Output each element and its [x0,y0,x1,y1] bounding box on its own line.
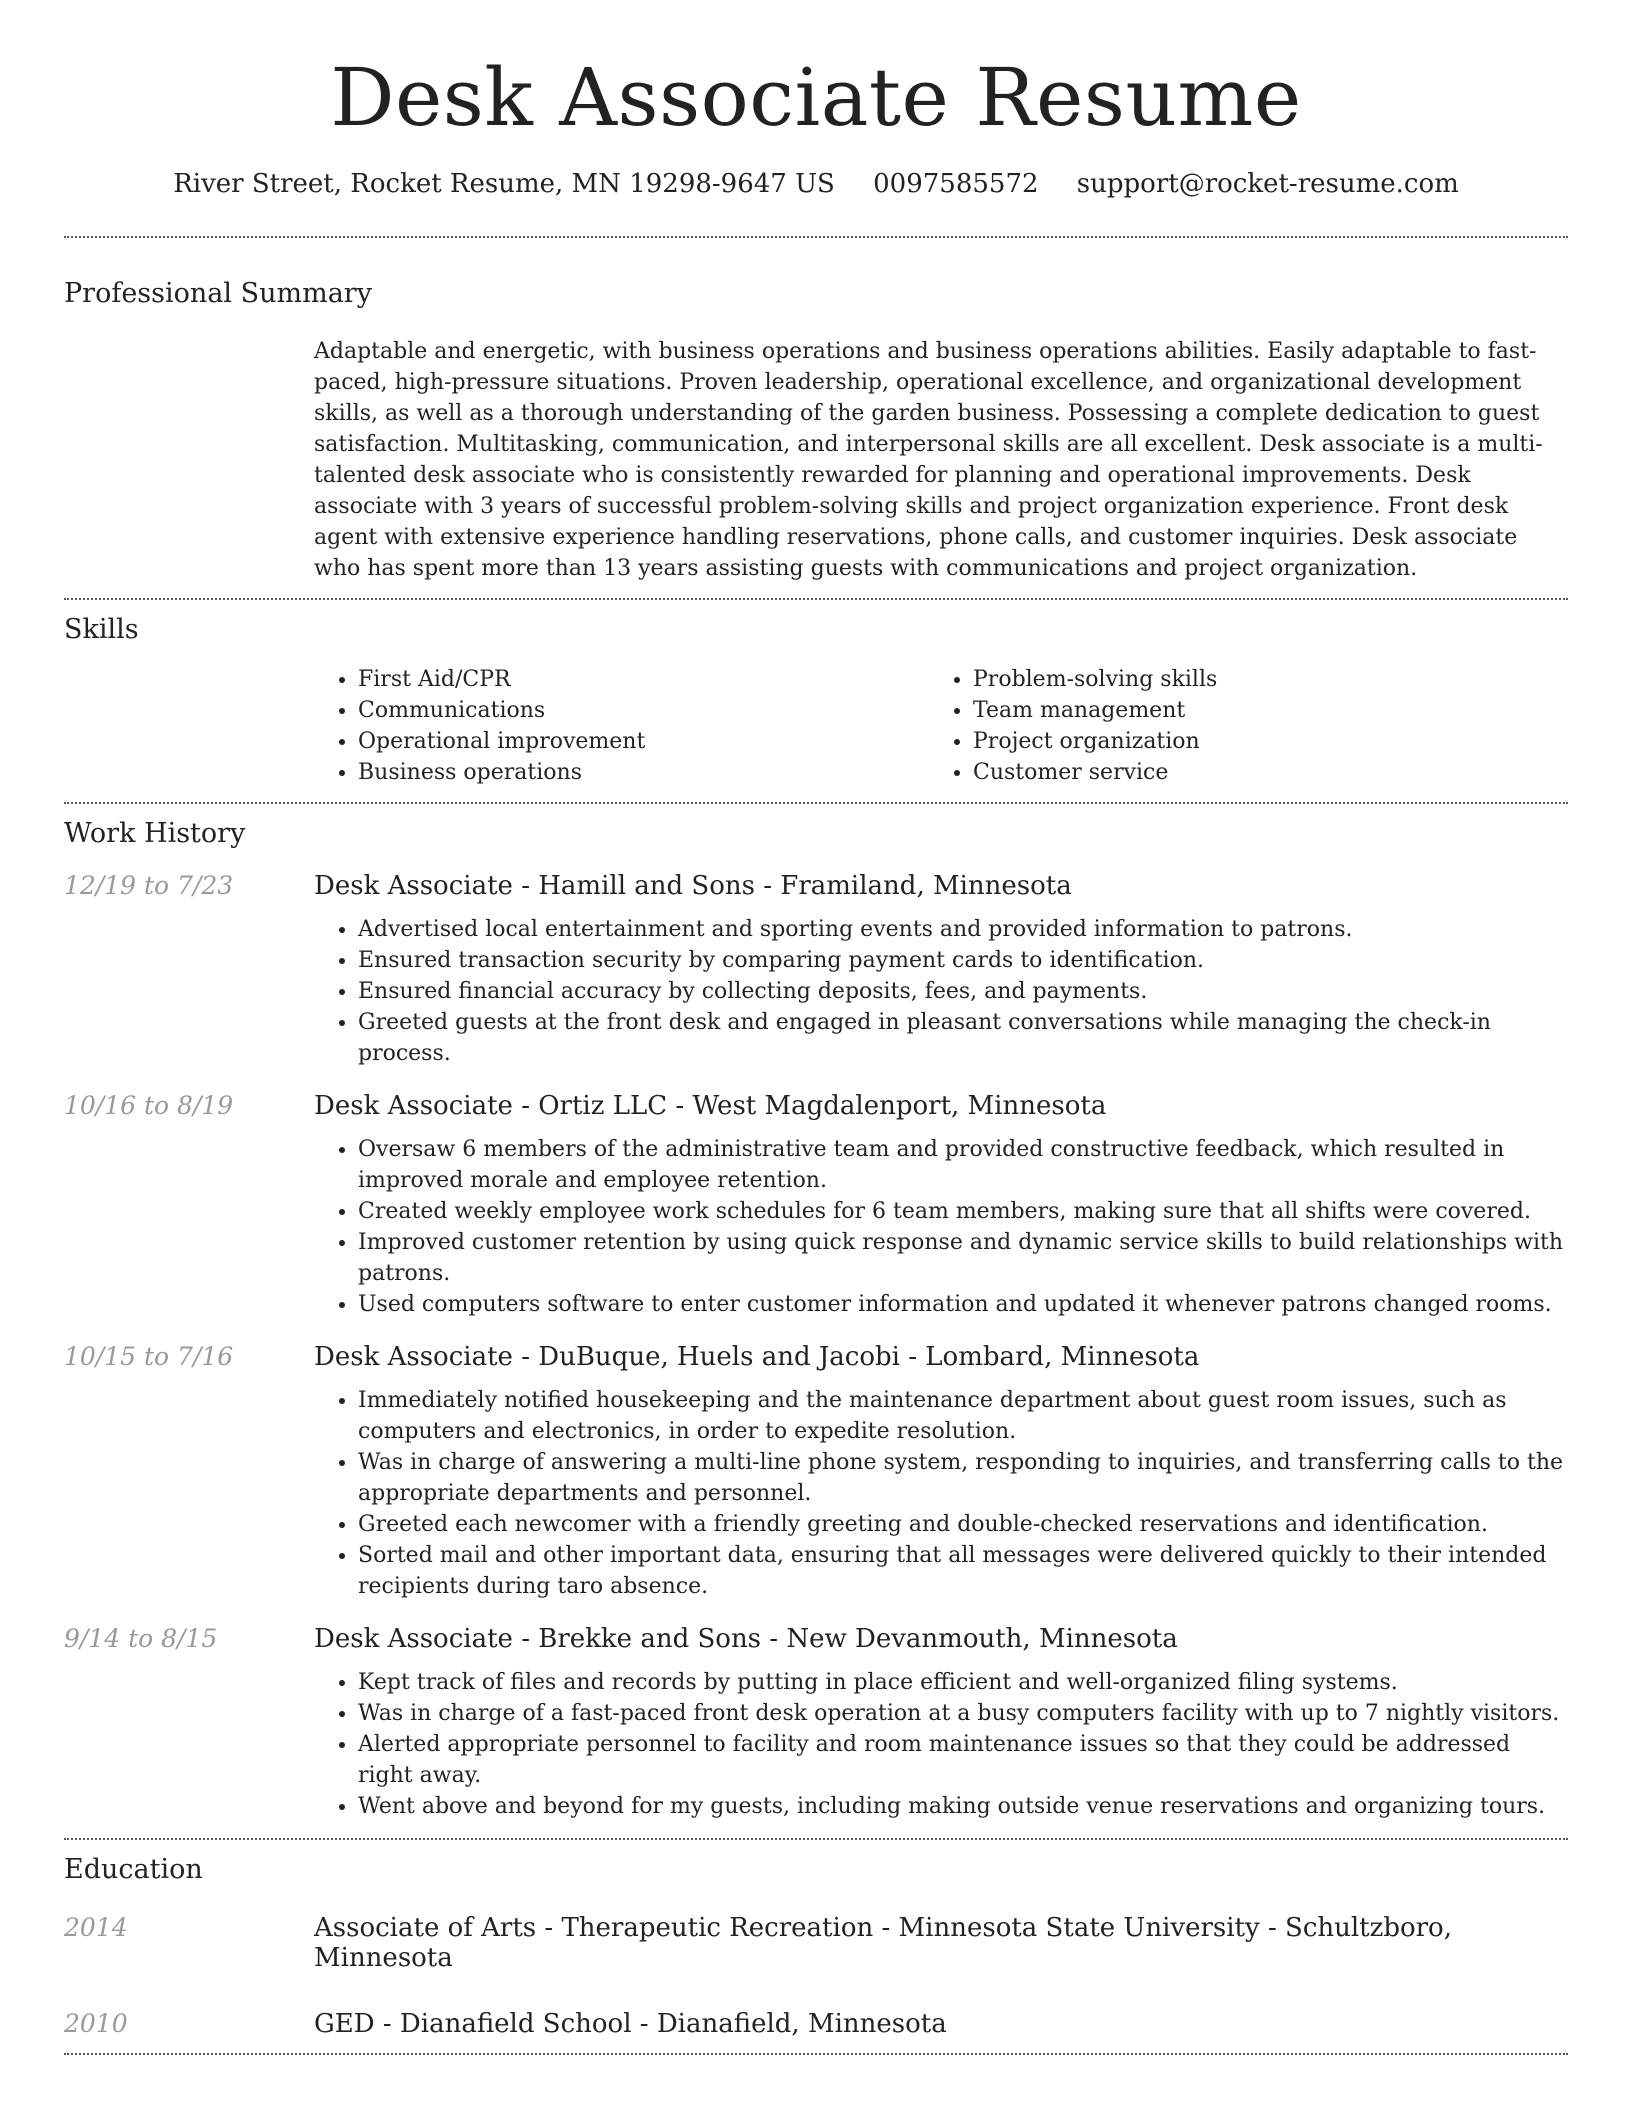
skill-item: • Team management [973,695,1544,726]
professional-summary-section [64,238,1568,598]
job-entry [64,1091,1568,1320]
education-year: 2010 [64,2008,128,2038]
education-detail: Associate of Arts - Therapeutic Recreation - Minnesota State University - Schultzboro, Minnesota [314,1912,1452,1973]
job-entry [64,871,1568,1069]
job-dates: 10/15 to 7/16 [64,1341,234,1371]
contact-phone: 0097585572 [873,169,1039,199]
section-heading-work: Work History [64,817,246,849]
skill-item: • Customer service [973,757,1544,788]
education-detail: GED - Dianafield School - Dianafield, Minnesota [314,2008,947,2039]
skills-column-left [314,664,929,788]
job-dates: 9/14 to 8/15 [64,1623,218,1653]
job-title: Desk Associate - Hamill and Sons - Framiland, Minnesota [314,870,1072,901]
job-bullet: • Ensured transaction security by comparing payment cards to identification. [358,945,1568,976]
job-bullets [314,1134,1568,1320]
job-bullet: • Was in charge of a fast-paced front desk operation at a busy computers facility with up to 7 nightly visitors. [358,1698,1568,1729]
job-entry [64,1624,1568,1822]
job-bullet: • Went above and beyond for my guests, including making outside venue reservations and organizing tours. [358,1791,1568,1822]
job-bullet: • Advertised local entertainment and sporting events and provided information to patrons. [358,914,1568,945]
contact-email: support@rocket-resume.com [1076,169,1459,199]
job-title: Desk Associate - DuBuque, Huels and Jacobi - Lombard, Minnesota [314,1341,1200,1372]
skill-item: • Operational improvement [358,726,929,757]
section-divider [64,2053,1568,2055]
contact-address: River Street, Rocket Resume, MN 19298-9647 US [173,169,835,199]
job-bullet: • Created weekly employee work schedules for 6 team members, making sure that all shifts were covered. [358,1196,1568,1227]
job-bullet: • Oversaw 6 members of the administrative team and provided constructive feedback, which resulted in improved morale and employee retention. [358,1134,1568,1196]
job-bullets [314,1667,1568,1822]
skills-grid [314,664,1568,788]
job-bullet: • Kept track of files and records by putting in place efficient and well-organized filing systems. [358,1667,1568,1698]
section-heading-education: Education [64,1853,203,1885]
skill-item: • Problem-solving skills [973,664,1544,695]
education-entry [64,2009,1568,2039]
skills-column-right [929,664,1544,788]
job-entry [64,1342,1568,1602]
job-bullet: • Used computers software to enter customer information and updated it whenever patrons changed rooms. [358,1289,1568,1320]
education-section [64,1840,1568,2053]
job-bullet: • Greeted each newcomer with a friendly greeting and double-checked reservations and identification. [358,1509,1568,1540]
job-bullet: • Alerted appropriate personnel to facility and room maintenance issues so that they could be addressed right away. [358,1729,1568,1791]
job-bullet: • Greeted guests at the front desk and engaged in pleasant conversations while managing the check-in process. [358,1007,1568,1069]
job-bullet: • Improved customer retention by using quick response and dynamic service skills to build relationships with patrons. [358,1227,1568,1289]
education-entry [64,1913,1568,1973]
job-bullets [314,914,1568,1069]
skill-item: • Project organization [973,726,1544,757]
education-year: 2014 [64,1912,128,1942]
contact-info [64,166,1568,202]
job-bullet: • Immediately notified housekeeping and the maintenance department about guest room issues, such as computers and electronics, in order to expedite resolution. [358,1385,1568,1447]
skill-item: • First Aid/CPR [358,664,929,695]
job-title: Desk Associate - Brekke and Sons - New Devanmouth, Minnesota [314,1623,1178,1654]
section-heading-summary: Professional Summary [64,278,372,310]
skill-item: • Communications [358,695,929,726]
skills-section [64,600,1568,801]
job-bullet: • Sorted mail and other important data, ensuring that all messages were delivered quickly to their intended recipients during taro absence. [358,1540,1568,1602]
section-heading-skills: Skills [64,614,139,646]
summary-text: Adaptable and energetic, with business operations and business operations abilities. Easily adaptable to fast-paced, high-pressure situations. Proven leadership, operational excellence, and organizational development skills, as well as a thorough understanding of the garden business. Possessing a complete dedication to guest satisfaction. Multitasking, communication, and interpersonal skills are all excellent. Desk associate is a multi-talented desk associate who is consistently rewarded for planning and operational improvements. Desk associate with 3 years of successful problem-solving skills and project organization experience. Front desk agent with extensive experience handling reservations, phone calls, and customer inquiries. Desk associate who has spent more than 13 years assisting guests with communications and project organization. [314,339,1543,582]
job-bullets [314,1385,1568,1602]
job-bullet: • Was in charge of answering a multi-line phone system, responding to inquiries, and transferring calls to the appropriate departments and personnel. [358,1447,1568,1509]
job-bullet: • Ensured financial accuracy by collecting deposits, fees, and payments. [358,976,1568,1007]
work-history-section [64,804,1568,1838]
resume-title: Desk Associate Resume [330,51,1302,144]
job-title: Desk Associate - Ortiz LLC - West Magdalenport, Minnesota [314,1090,1107,1121]
skill-item: • Business operations [358,757,929,788]
job-dates: 12/19 to 7/23 [64,870,234,900]
job-dates: 10/16 to 8/19 [64,1090,234,1120]
